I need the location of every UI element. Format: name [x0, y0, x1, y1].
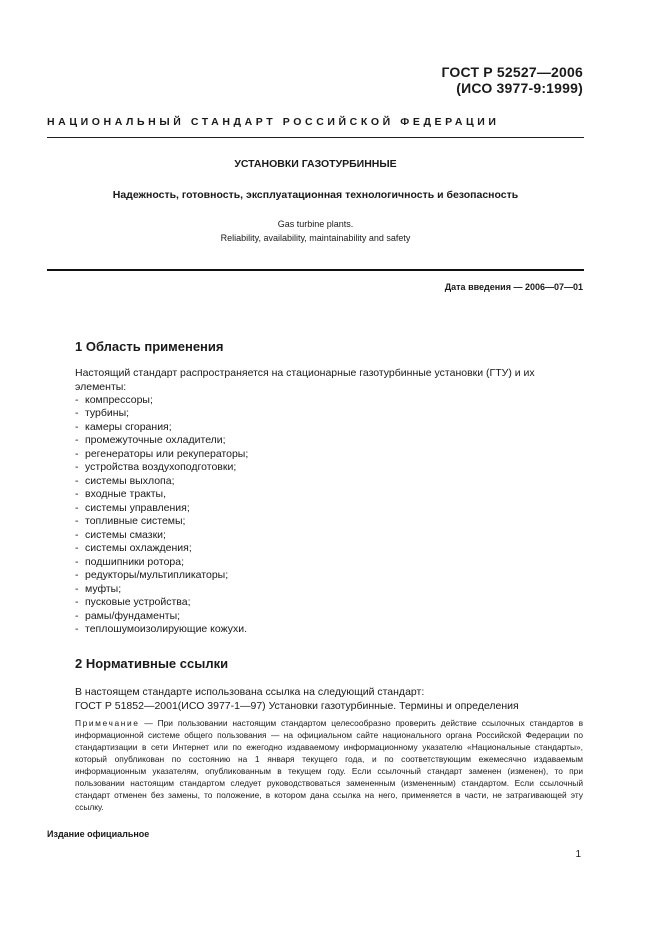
list-item-text: компрессоры; — [85, 394, 153, 406]
list-item — [75, 448, 248, 461]
list-item-text: камеры сгорания; — [85, 420, 172, 433]
list-dash: - — [75, 394, 79, 406]
list-dash: - — [75, 434, 79, 447]
list-dash: - — [75, 582, 79, 595]
edition-label: Издание официальное — [47, 829, 150, 839]
scope-element-list — [75, 394, 248, 637]
list-dash: - — [75, 515, 79, 528]
introduction-date: Дата введения — 2006—07—01 — [444, 282, 583, 292]
list-item-text: теплошумоизолирующие кожухи. — [85, 623, 248, 636]
national-standard-banner: НАЦИОНАЛЬНЫЙ СТАНДАРТ РОССИЙСКОЙ ФЕДЕРАЦИИ — [47, 116, 500, 128]
english-title-line-2: Reliability, availability, maintainability and safety — [220, 233, 411, 243]
reference-intro: В настоящем стандарте использована ссылка на следующий стандарт: — [75, 686, 425, 698]
list-dash: - — [75, 407, 79, 420]
list-dash: - — [75, 488, 79, 501]
list-dash: - — [75, 596, 79, 609]
list-item — [75, 515, 248, 528]
list-dash: - — [75, 461, 79, 474]
list-item-text: системы управления; — [85, 501, 190, 514]
list-dash: - — [75, 474, 79, 487]
list-item-text: турбины; — [85, 407, 130, 420]
note-text: — При пользовании настоящим стандартом целесообразно проверить действие ссылочных стандартов в информационной системе общего пользования — на официальном сайте национального органа Российской Федерации по стандартизации в сети Интернет или по ежегодно издаваемому информационному указателю «Национальные стандарты», который опубликован по состоянию на 1 января текущего года, и по соответствующим ежемесячно издаваемым информационным указателям, опубликованным в текущем году. Если ссылочный стандарт заменен (изменен), то при пользовании настоящим стандартом следует руководствоваться замененным (измененным) стандартом. Если ссылочный стандарт отменен без замены, то положение, в котором дана ссылка на него, применяется в части, не затрагивающей эту ссылку. — [75, 718, 584, 812]
list-item-text: системы выхлопа; — [85, 474, 175, 487]
list-dash: - — [75, 569, 79, 582]
list-item — [75, 488, 248, 501]
section-1-heading: 1 Область применения — [75, 339, 224, 354]
list-item-text: рамы/фундаменты; — [85, 609, 181, 622]
section-1-intro: Настоящий стандарт распространяется на стационарные газотурбинные установки (ГТУ) и их элементы: — [75, 367, 535, 393]
list-item — [75, 461, 248, 474]
list-item — [75, 583, 248, 596]
list-item — [75, 610, 248, 623]
list-dash: - — [75, 528, 79, 541]
note-paragraph — [75, 717, 583, 813]
list-item-text: подшипники ротора; — [85, 555, 185, 568]
document-subtitle: Надежность, готовность, эксплуатационная технологичность и безопасность — [112, 189, 519, 201]
list-item-text: топливные системы; — [85, 515, 186, 528]
list-item-text: входные тракты, — [85, 488, 167, 501]
list-item — [75, 394, 248, 407]
list-item — [75, 569, 248, 582]
list-item — [75, 502, 248, 515]
list-item — [75, 434, 248, 447]
list-dash: - — [75, 609, 79, 622]
english-title-line-1: Gas turbine plants. — [277, 219, 354, 229]
list-item — [75, 542, 248, 555]
list-item — [75, 529, 248, 542]
list-dash: - — [75, 420, 79, 433]
list-dash: - — [75, 542, 79, 555]
document-title: УСТАНОВКИ ГАЗОТУРБИННЫЕ — [234, 158, 397, 170]
header-divider — [47, 137, 584, 138]
note-lead: Примечание — [75, 718, 140, 728]
section-2-heading: 2 Нормативные ссылки — [75, 656, 229, 671]
reference-entry: ГОСТ Р 51852—2001(ИСО 3977-1—97) Установки газотурбинные. Термины и определения — [75, 699, 519, 712]
list-item — [75, 596, 248, 609]
list-item — [75, 556, 248, 569]
title-divider — [47, 269, 584, 271]
list-dash: - — [75, 623, 79, 636]
list-item — [75, 407, 248, 420]
iso-reference: (ИСО 3977-9:1999) — [456, 80, 583, 96]
list-item-text: пусковые устройства; — [85, 596, 191, 609]
list-dash: - — [75, 501, 79, 514]
english-title — [47, 217, 584, 245]
list-dash: - — [75, 555, 79, 568]
list-item — [75, 475, 248, 488]
list-item-text: системы охлаждения; — [85, 542, 192, 555]
list-dash: - — [75, 447, 79, 460]
standard-designation — [441, 64, 583, 96]
list-item-text: регенераторы или рекуператоры; — [85, 447, 249, 460]
standard-number: ГОСТ Р 52527—2006 — [441, 64, 583, 80]
list-item-text: устройства воздухоподготовки; — [85, 461, 237, 474]
list-item — [75, 421, 248, 434]
list-item-text: системы смазки; — [85, 528, 166, 541]
page-number: 1 — [575, 849, 581, 860]
list-item-text: муфты; — [85, 582, 122, 595]
section-2-body — [75, 686, 585, 713]
list-item-text: промежуточные охладители; — [85, 434, 226, 447]
list-item — [75, 623, 248, 636]
list-item-text: редукторы/мультипликаторы; — [85, 569, 229, 582]
